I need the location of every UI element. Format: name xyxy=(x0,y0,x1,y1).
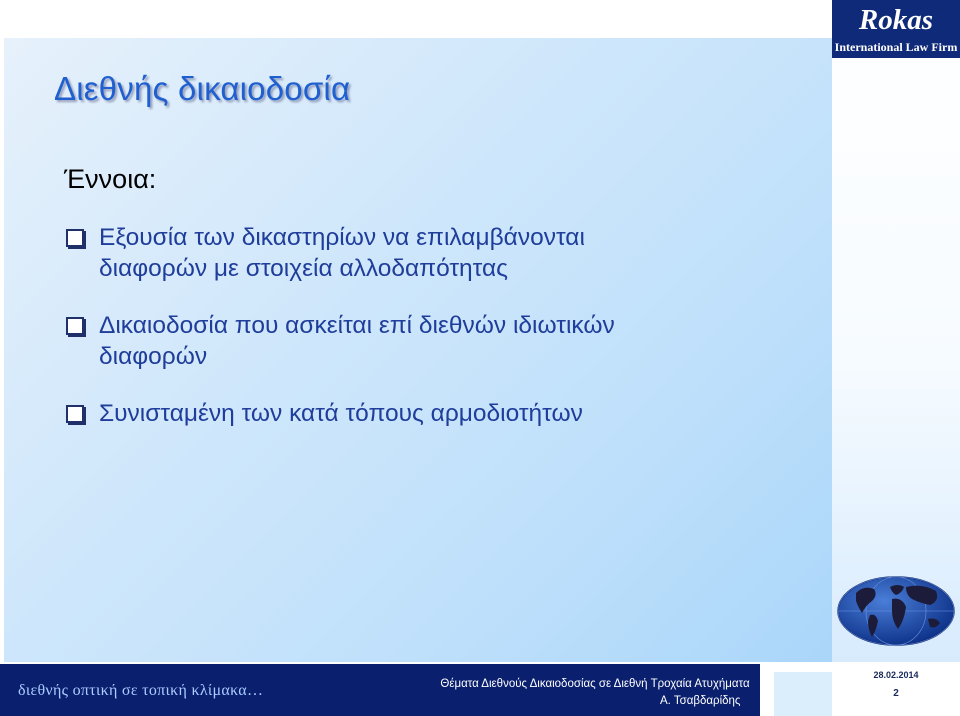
bullet-line: Συνισταμένη των κατά τόπους αρμοδιοτήτων xyxy=(99,400,583,427)
logo-name: Rokas xyxy=(858,4,934,36)
world-globe-icon xyxy=(836,575,956,647)
bullet-line: διαφορών με στοιχεία αλλοδαπότητας xyxy=(99,255,508,282)
bullet-line: Εξουσία των δικαστηρίων να επιλαμβάνονται xyxy=(99,224,585,251)
logo-tagline: International Law Firm xyxy=(834,40,958,54)
footer-author: Α. Τσαβδαρίδης xyxy=(660,695,741,707)
footer-info-box xyxy=(832,662,960,716)
page-number: 2 xyxy=(893,688,899,699)
footer-slogan: διεθνής οπτική σε τοπική κλίμακα… xyxy=(18,682,264,699)
bullet-item xyxy=(66,222,806,284)
bullet-line: Δικαιοδοσία που ασκείται επί διεθνών ιδιωτικών xyxy=(99,312,615,339)
hollow-square-bullet-icon xyxy=(66,405,84,423)
hollow-square-bullet-icon xyxy=(66,229,84,247)
slide-title: Διεθνής δικαιοδοσία xyxy=(54,70,351,107)
hollow-square-bullet-icon xyxy=(66,317,84,335)
bullet-item xyxy=(66,310,806,372)
footer-date: 28.02.2014 xyxy=(873,670,919,680)
rokas-logo xyxy=(832,0,960,58)
bullet-line: διαφορών xyxy=(99,343,208,370)
footer-presentation-title: Θέματα Διεθνούς Δικαιοδοσίας σε Διεθνή Τροχαία Ατυχήματα xyxy=(440,678,750,690)
bullet-item xyxy=(66,398,806,429)
right-side-panel xyxy=(832,0,960,662)
slide-subtitle: Έννοια: xyxy=(64,164,157,194)
footer-separator xyxy=(760,662,832,716)
